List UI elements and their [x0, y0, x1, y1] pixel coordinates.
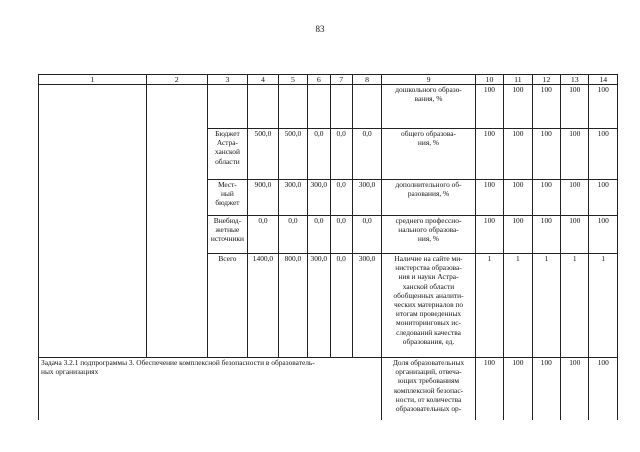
target-cell: 100	[589, 358, 618, 420]
value-cell: 1400,0	[248, 254, 278, 358]
target-cell: 100	[504, 358, 532, 420]
header-cell: 14	[589, 75, 618, 85]
indicator-cell: дополнительного об- разования, %	[382, 180, 475, 216]
task-title-cell: Задача 3.2.1 подпрограммы 3. Обеспечение комплексной безопасности в образователь- ных организациях	[39, 358, 382, 420]
target-cell: 100	[504, 180, 532, 216]
value-cell: 500,0	[278, 129, 307, 180]
executor-cell-empty	[146, 85, 207, 358]
target-cell: 1	[589, 254, 618, 358]
target-cell: 100	[504, 216, 532, 254]
value-cell: 0,0	[308, 216, 330, 254]
header-cell: 9	[382, 75, 475, 85]
value-cell: 300,0	[308, 254, 330, 358]
target-cell: 100	[504, 129, 532, 180]
header-cell: 2	[146, 75, 207, 85]
target-cell: 100	[504, 85, 532, 129]
target-cell: 100	[589, 85, 618, 129]
header-cell: 13	[561, 75, 589, 85]
header-cell: 10	[475, 75, 503, 85]
target-cell: 100	[561, 358, 589, 420]
indicator-cell: дошкольного образо- вания, %	[382, 85, 475, 129]
target-cell: 100	[475, 216, 503, 254]
target-cell: 100	[532, 129, 560, 180]
target-cell: 1	[532, 254, 560, 358]
value-cell	[330, 85, 352, 129]
value-cell: 900,0	[248, 180, 278, 216]
source-cell	[207, 85, 248, 129]
indicator-cell: общего образова- ния, %	[382, 129, 475, 180]
value-cell: 0,0	[278, 216, 307, 254]
header-cell: 11	[504, 75, 532, 85]
task-cell-empty	[39, 85, 147, 358]
value-cell: 0,0	[352, 216, 381, 254]
target-cell: 1	[561, 254, 589, 358]
target-cell: 100	[475, 129, 503, 180]
target-cell: 100	[532, 358, 560, 420]
indicator-cell: среднего профессио- нального образова- ния, %	[382, 216, 475, 254]
value-cell	[248, 85, 278, 129]
header-cell: 5	[278, 75, 307, 85]
target-cell: 100	[561, 85, 589, 129]
target-cell: 100	[532, 85, 560, 129]
value-cell: 300,0	[352, 180, 381, 216]
value-cell	[308, 85, 330, 129]
indicator-cell: Наличие на сайте ми- нистерства образова- ния и науки Астра- ханской области обобщенных аналити- ческих материалов по итогам проведенных мониторинговых ис- следований качества образования, ед.	[382, 254, 475, 358]
header-cell: 12	[532, 75, 560, 85]
source-cell: Всего	[207, 254, 248, 358]
target-cell: 100	[475, 180, 503, 216]
page-number: 83	[315, 24, 325, 34]
value-cell	[278, 85, 307, 129]
value-cell: 0,0	[330, 180, 352, 216]
target-cell: 100	[532, 180, 560, 216]
value-cell: 300,0	[278, 180, 307, 216]
source-cell: Мест- ный бюджет	[207, 180, 248, 216]
target-cell: 100	[561, 216, 589, 254]
header-cell: 7	[330, 75, 352, 85]
value-cell: 0,0	[308, 129, 330, 180]
budget-table	[38, 74, 618, 420]
target-cell: 100	[589, 216, 618, 254]
value-cell: 0,0	[330, 216, 352, 254]
target-cell: 100	[561, 180, 589, 216]
value-cell: 300,0	[352, 254, 381, 358]
value-cell: 0,0	[330, 129, 352, 180]
target-cell: 100	[589, 180, 618, 216]
target-cell: 100	[475, 358, 503, 420]
target-cell: 100	[475, 85, 503, 129]
target-cell: 1	[475, 254, 503, 358]
header-cell: 8	[352, 75, 381, 85]
target-cell: 100	[561, 129, 589, 180]
target-cell: 100	[532, 216, 560, 254]
value-cell: 800,0	[278, 254, 307, 358]
header-cell: 4	[248, 75, 278, 85]
value-cell: 0,0	[248, 216, 278, 254]
source-cell: Бюджет Астра- ханской области	[207, 129, 248, 180]
target-cell: 100	[589, 129, 618, 180]
task-row	[39, 358, 618, 420]
source-cell: Внебюд- жетные источники	[207, 216, 248, 254]
target-cell: 1	[504, 254, 532, 358]
indicator-cell: Доля образовательных организаций, отвеча- ющих требованиям комплексной безопас- ности, от количества образовательных ор-	[382, 358, 475, 420]
table-row	[39, 85, 618, 129]
value-cell: 300,0	[308, 180, 330, 216]
header-cell: 3	[207, 75, 248, 85]
value-cell: 0,0	[352, 129, 381, 180]
header-cell: 6	[308, 75, 330, 85]
value-cell	[352, 85, 381, 129]
value-cell: 0,0	[330, 254, 352, 358]
header-cell: 1	[39, 75, 147, 85]
value-cell: 500,0	[248, 129, 278, 180]
column-number-row	[39, 75, 618, 85]
